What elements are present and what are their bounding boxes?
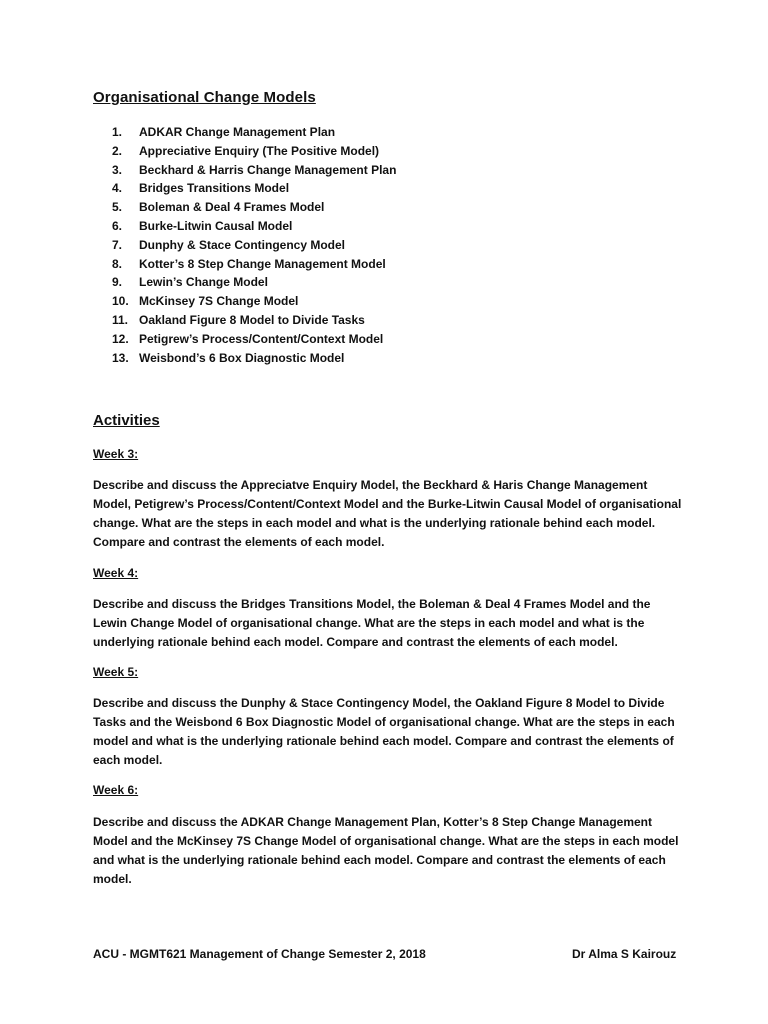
- list-item-label: Burke-Litwin Causal Model: [139, 218, 293, 233]
- list-item: [112, 349, 396, 368]
- list-item-label: Boleman & Deal 4 Frames Model: [139, 200, 325, 215]
- week-6-heading: Week 6:: [93, 783, 139, 797]
- list-item-number: 10.: [112, 294, 129, 309]
- list-item: [112, 311, 396, 330]
- list-item-label: Kotter’s 8 Step Change Management Model: [139, 256, 386, 271]
- list-item: [112, 161, 396, 180]
- list-item-label: Weisbond’s 6 Box Diagnostic Model: [139, 350, 345, 365]
- week-5-text: Describe and discuss the Dunphy & Stace Contingency Model, the Oakland Figure 8 Model to Divide Tasks and the Weisbond 6 Box Diagnostic Model of organisational change. What are the steps in each model and what is the underlying rationale behind each model. Compare and contrast the elements of each model.: [93, 696, 675, 767]
- week-3-text: Describe and discuss the Appreciatve Enquiry Model, the Beckhard & Haris Change Management Model, Petigrew’s Process/Content/Context Model and the Burke-Litwin Causal Model of organisational change. What are the steps in each model and what is the underlying rationale behind each model. Compare and contrast the elements of each model.: [93, 478, 682, 549]
- list-item-label: Petigrew’s Process/Content/Context Model: [139, 331, 384, 346]
- list-item-label: Oakland Figure 8 Model to Divide Tasks: [139, 312, 365, 327]
- list-item-number: 1.: [112, 125, 123, 139]
- list-item-number: 12.: [112, 331, 129, 346]
- list-item-number: 3.: [112, 162, 123, 177]
- week-6-text: Describe and discuss the ADKAR Change Management Plan, Kotter’s 8 Step Change Management Model and the McKinsey 7S Change Model of organisational change. What are the steps in each model and what is the underlying rationale behind each model. Compare and contrast the elements of each model.: [93, 815, 679, 886]
- list-item: [112, 236, 396, 255]
- list-item-number: 8.: [112, 256, 123, 271]
- footer-author: Dr Alma S Kairouz: [572, 947, 677, 961]
- activities-heading: Activities: [93, 412, 160, 429]
- list-item: [112, 217, 396, 236]
- list-item-label: ADKAR Change Management Plan: [139, 125, 336, 139]
- list-item: [112, 123, 396, 142]
- week-5-heading: Week 5:: [93, 665, 139, 679]
- list-item-number: 7.: [112, 237, 123, 252]
- page-title: Organisational Change Models: [93, 89, 316, 106]
- list-item-label: Appreciative Enquiry (The Positive Model): [139, 143, 380, 158]
- list-item-number: 2.: [112, 143, 123, 158]
- list-item: [112, 255, 396, 274]
- list-item: [112, 179, 396, 198]
- list-item-label: McKinsey 7S Change Model: [139, 294, 299, 309]
- list-item-number: 9.: [112, 275, 123, 290]
- week-4-text: Describe and discuss the Bridges Transitions Model, the Boleman & Deal 4 Frames Model and the Lewin Change Model of organisational change. What are the steps in each model and what is the underlying rationale behind each model. Compare and contrast the elements of each model.: [93, 597, 651, 649]
- list-item: [112, 198, 396, 217]
- list-item: [112, 142, 396, 161]
- footer-course: ACU - MGMT621 Management of Change Semester 2, 2018: [93, 947, 426, 961]
- week-3-heading: Week 3:: [93, 447, 139, 461]
- list-item-number: 13.: [112, 350, 129, 365]
- list-item-number: 4.: [112, 181, 123, 196]
- list-item-label: Bridges Transitions Model: [139, 181, 290, 196]
- list-item: [112, 330, 396, 349]
- models-list: [112, 123, 396, 367]
- list-item-label: Lewin’s Change Model: [139, 275, 268, 290]
- list-item-number: 6.: [112, 218, 123, 233]
- list-item-label: Dunphy & Stace Contingency Model: [139, 237, 346, 252]
- list-item: [112, 292, 396, 311]
- list-item-number: 11.: [112, 312, 129, 327]
- list-item-number: 5.: [112, 200, 123, 215]
- week-4-heading: Week 4:: [93, 566, 139, 580]
- list-item: [112, 273, 396, 292]
- list-item-label: Beckhard & Harris Change Management Plan: [139, 162, 397, 177]
